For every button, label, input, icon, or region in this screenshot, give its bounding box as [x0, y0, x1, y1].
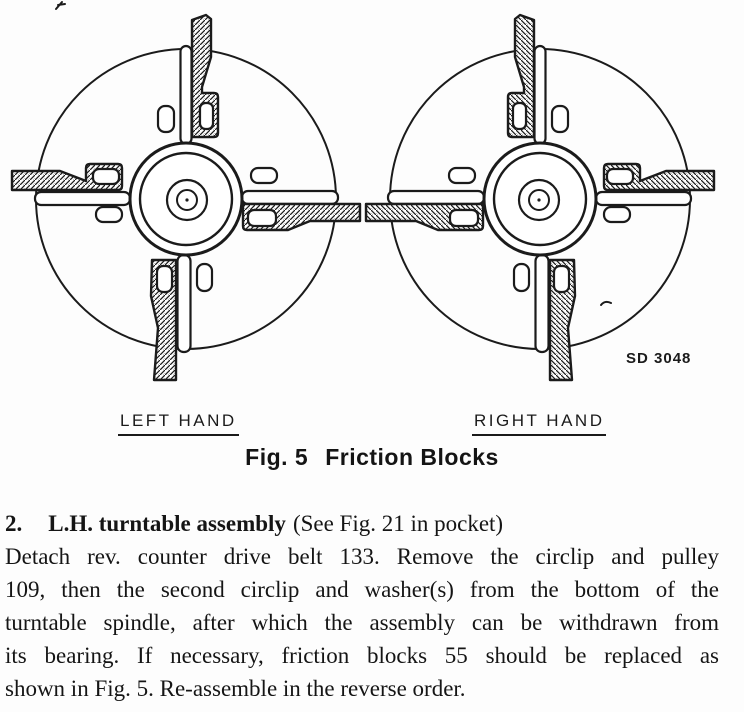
section-2-text [5, 507, 719, 705]
scan-artifact-tick [601, 302, 611, 305]
figure-caption-number: Fig. 5 [245, 444, 309, 470]
section-title: L.H. turntable assembly [48, 511, 286, 536]
scan-artifact-mark [56, 2, 65, 9]
body-line: shown in Fig. 5. Re-assemble in the reverse order. [5, 676, 466, 701]
body-line: 109, then the second circlip and washer(s) from the bottom of the [5, 577, 719, 602]
left-hand-diagram [12, 15, 360, 380]
right-hand-label: RIGHT HAND [472, 411, 606, 436]
figure-caption [0, 444, 744, 471]
section-heading [5, 507, 719, 540]
body-line: its bearing. If necessary, friction blocks 55 should be replaced as [5, 643, 719, 668]
section-heading-note: (See Fig. 21 in pocket) [292, 511, 504, 536]
body-line: Detach rev. counter drive belt 133. Remove the circlip and pulley [5, 544, 719, 569]
body-line: turntable spindle, after which the assembly can be withdrawn from [5, 610, 719, 635]
figure-caption-title: Friction Blocks [325, 444, 499, 470]
right-hand-diagram [366, 15, 714, 380]
drawing-number: SD 3048 [626, 350, 692, 367]
left-hand-label: LEFT HAND [118, 411, 239, 436]
section-number: 2. [5, 511, 23, 536]
